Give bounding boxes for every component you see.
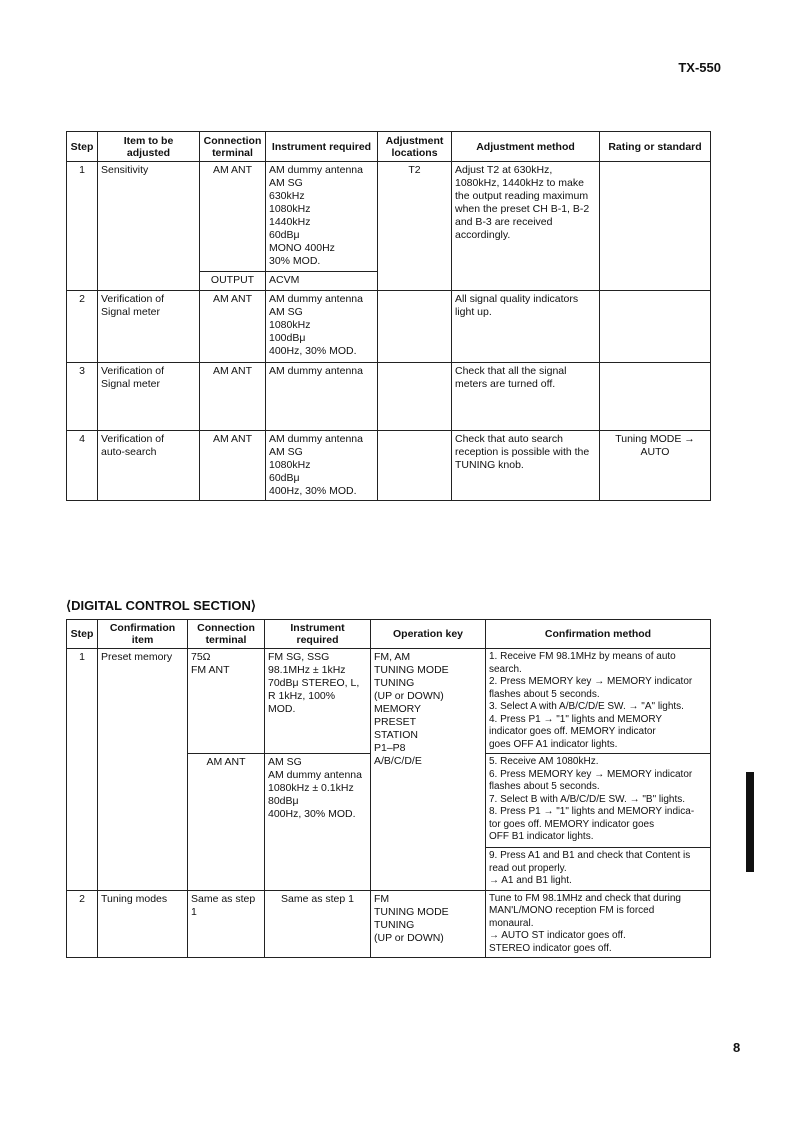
col-header-step: Step — [67, 132, 98, 162]
instrument-cell: ACVM — [266, 272, 378, 291]
item-cell: Verification of Signal meter — [98, 291, 200, 363]
connection-cell: AM ANT — [200, 162, 266, 272]
connection-cell: AM ANT — [188, 754, 265, 891]
page-number: 8 — [733, 1040, 741, 1055]
item-cell: Tuning modes — [98, 890, 188, 958]
instrument-cell: AM dummy antenna — [266, 363, 378, 431]
connection-cell: OUTPUT — [200, 272, 266, 291]
rating-cell — [600, 363, 711, 431]
table-header-row — [67, 132, 711, 162]
step-number: 2 — [67, 890, 98, 958]
rating-cell — [600, 162, 711, 291]
method-cell: Check that all the signal meters are turned off. — [452, 363, 600, 431]
table-row — [67, 162, 711, 272]
step-number: 1 — [67, 649, 98, 891]
connection-cell: Same as step 1 — [188, 890, 265, 958]
instrument-cell: AM SG AM dummy antenna 1080kHz ± 0.1kHz 80dBμ 400Hz, 30% MOD. — [265, 754, 371, 891]
method-cell: 5. Receive AM 1080kHz. 6. Press MEMORY key → MEMORY indicator flashes about 5 seconds. 7. Select B with A/B/C/D/E SW. → "B" lights. 8. Press P1 → "1" lights and MEMORY indica- tor goes off. MEMORY indicator goes OFF B1 indicator lights. — [486, 754, 711, 848]
col-header-method: Confirmation method — [486, 620, 711, 649]
step-number: 1 — [67, 162, 98, 291]
table-row — [67, 291, 711, 363]
step-number: 3 — [67, 363, 98, 431]
col-header-instrument: Instrument required — [265, 620, 371, 649]
instrument-cell: AM dummy antenna AM SG 1080kHz 60dBμ 400Hz, 30% MOD. — [266, 431, 378, 501]
item-cell: Verification of Signal meter — [98, 363, 200, 431]
location-cell — [378, 431, 452, 501]
col-header-item: Item to be adjusted — [98, 132, 200, 162]
instrument-cell: AM dummy antenna AM SG 1080kHz 100dBμ 400Hz, 30% MOD. — [266, 291, 378, 363]
instrument-cell: FM SG, SSG 98.1MHz ± 1kHz 70dBμ STEREO, L, R 1kHz, 100% MOD. — [265, 649, 371, 754]
location-cell — [378, 363, 452, 431]
connection-cell: AM ANT — [200, 431, 266, 501]
instrument-cell: AM dummy antenna AM SG 630kHz 1080kHz 1440kHz 60dBμ MONO 400Hz 30% MOD. — [266, 162, 378, 272]
location-cell: T2 — [378, 162, 452, 291]
table-row — [67, 649, 711, 754]
table-row — [67, 363, 711, 431]
item-cell: Preset memory — [98, 649, 188, 891]
method-cell: Adjust T2 at 630kHz, 1080kHz, 1440kHz to make the output reading maximum when the preset CH B-1, B-2 and B-3 are received accordingly. — [452, 162, 600, 291]
model-number: TX-550 — [678, 60, 721, 75]
method-cell: All signal quality indicators light up. — [452, 291, 600, 363]
step-number: 2 — [67, 291, 98, 363]
col-header-instrument: Instrument required — [266, 132, 378, 162]
step-number: 4 — [67, 431, 98, 501]
method-cell: 1. Receive FM 98.1MHz by means of auto search. 2. Press MEMORY key → MEMORY indicator flashes about 5 seconds. 3. Select A with A/B/C/D/E SW. → "A" lights. 4. Press P1 → "1" lights and MEMORY indicator goes off. MEMORY indicator goes OFF A1 indicator lights. — [486, 649, 711, 754]
digital-control-table — [66, 619, 711, 958]
method-cell: Tune to FM 98.1MHz and check that during MAN'L/MONO reception FM is forced monaural. → AUTO ST indicator goes off. STEREO indicator goes off. — [486, 890, 711, 958]
col-header-connection: Connection terminal — [188, 620, 265, 649]
col-header-connection: Connection terminal — [200, 132, 266, 162]
connection-cell: AM ANT — [200, 363, 266, 431]
table-row — [67, 431, 711, 501]
col-header-method: Adjustment method — [452, 132, 600, 162]
method-cell: Check that auto search reception is possible with the TUNING knob. — [452, 431, 600, 501]
item-cell: Verification of auto-search — [98, 431, 200, 501]
method-cell: 9. Press A1 and B1 and check that Content is read out properly. → A1 and B1 light. — [486, 848, 711, 891]
location-cell — [378, 291, 452, 363]
col-header-location: Adjustment locations — [378, 132, 452, 162]
operation-cell: FM, AM TUNING MODE TUNING (UP or DOWN) MEMORY PRESET STATION P1–P8 A/B/C/D/E — [371, 649, 486, 891]
section-title: ⟨DIGITAL CONTROL SECTION⟩ — [66, 598, 256, 613]
connection-cell: 75Ω FM ANT — [188, 649, 265, 754]
connection-cell: AM ANT — [200, 291, 266, 363]
adjustment-table — [66, 131, 711, 501]
col-header-item: Confirmation item — [98, 620, 188, 649]
rating-cell: Tuning MODE → AUTO — [600, 431, 711, 501]
table-row — [67, 890, 711, 958]
rating-cell — [600, 291, 711, 363]
instrument-cell: Same as step 1 — [265, 890, 371, 958]
operation-cell: FM TUNING MODE TUNING (UP or DOWN) — [371, 890, 486, 958]
edge-tab-marker — [746, 772, 754, 872]
table-header-row — [67, 620, 711, 649]
col-header-operation: Operation key — [371, 620, 486, 649]
item-cell: Sensitivity — [98, 162, 200, 291]
col-header-step: Step — [67, 620, 98, 649]
col-header-rating: Rating or standard — [600, 132, 711, 162]
